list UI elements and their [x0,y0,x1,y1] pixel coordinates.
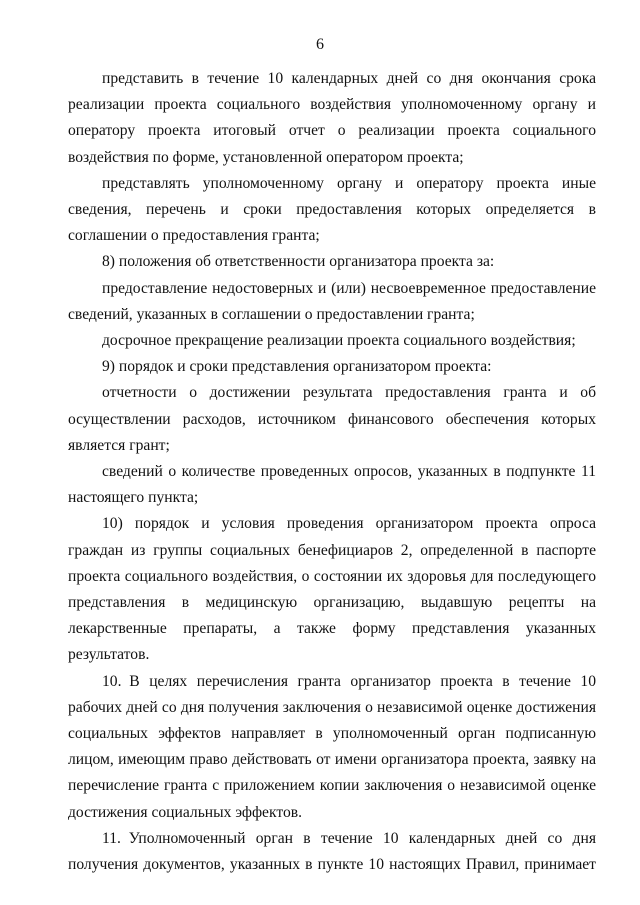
body-text [68,66,596,878]
paragraph: 10) порядок и условия проведения организатором проекта опроса граждан из группы социальных бенефициаров 2, определенной в паспорте проекта социального воздействия, о состоянии их здоровья для последующего представления в медицинскую организацию, выдавшую рецепты на лекарственные препараты, а также форму представления указанных результатов. [68,515,596,664]
paragraph: 10. В целях перечисления гранта организатор проекта в течение 10 рабочих дней со дня получения заключения о независимой оценке достижения социальных эффектов направляет в уполномоченный орган подписанную лицом, имеющим право действовать от имени организатора проекта, заявку на перечисление гранта с приложением копии заключения о независимой оценке достижения социальных эффектов. [68,672,596,821]
paragraph: досрочное прекращение реализации проекта социального воздействия; [102,332,576,350]
page-number: 6 [316,36,324,53]
paragraph: 8) положения об ответственности организатора проекта за: [102,253,495,271]
paragraph: предоставление недостоверных и (или) несвоевременное предоставление сведений, указанных в соглашении о предоставлении гранта; [68,279,596,323]
paragraph: 11. Уполномоченный орган в течение 10 календарных дней со дня получения документов, указанных в пункте 10 настоящих Правил, принимает [68,829,596,874]
paragraph: отчетности о достижении результата предоставления гранта и об осуществлении расходов, источником финансового обеспечения которых является грант; [68,384,596,454]
paragraph: 9) порядок и сроки представления организатором проекта: [102,358,492,376]
paragraph: сведений о количестве проведенных опросов, указанных в подпункте 11 настоящего пункта; [68,463,596,507]
paragraph: представить в течение 10 календарных дней со дня окончания срока реализации проекта социального воздействия уполномоченному органу и оператору проекта итоговый отчет о реализации проекта социального воздействия по форме, установленной оператором проекта; [68,70,596,166]
paragraph: представлять уполномоченному органу и оператору проекта иные сведения, перечень и сроки предоставления которых определяется в соглашении о предоставления гранта; [68,174,596,245]
